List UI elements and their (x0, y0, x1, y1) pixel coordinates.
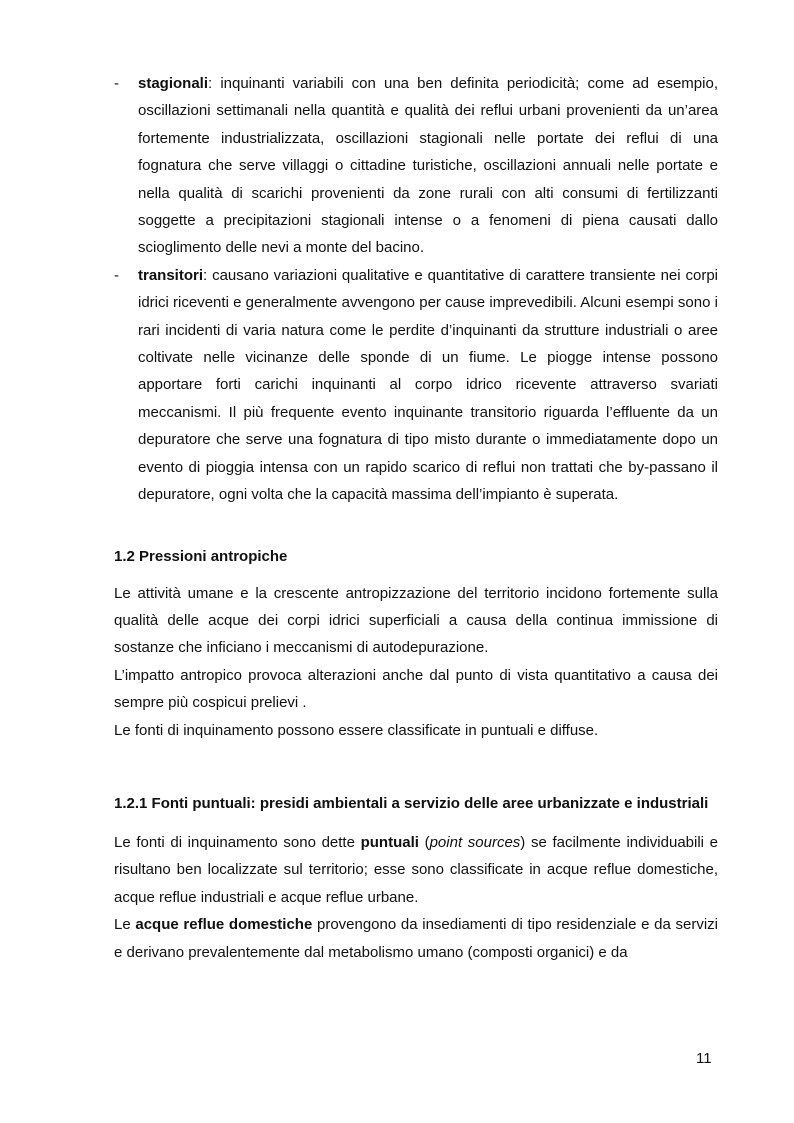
text-run: ( (418, 833, 430, 851)
text-run: Le (114, 916, 136, 934)
list-item-stagionali (114, 70, 718, 262)
list-item-text (138, 262, 718, 509)
text-run: provengono da insediamenti di tipo residenziale e da servizi e derivano prevalentemente dal metabolismo umano (composti organici) e da (114, 916, 718, 961)
document-page (114, 70, 718, 966)
term-stagionali: stagionali (138, 75, 209, 92)
paragraph-domestic-wastewater (114, 911, 718, 966)
paragraph-point-sources (114, 829, 718, 911)
definition-stagionali: : inquinanti variabili con una ben definita periodicità; come ad esempio, oscillazioni settimanali nella quantità e qualità dei reflui urbani provenienti da un’area fortemente industrializzata, oscillazioni stagionali nelle portate dei reflui di una fognatura che serve villaggi o cittadine turistiche, oscillazioni annuali nelle portate e nella qualità di scarichi provenienti da zone rurali con alti consumi di fertilizzanti soggette a precipitazioni stagionali intense o a fenomeni di piena causati dallo scioglimento delle nevi a monte del bacino. (138, 75, 718, 257)
definition-transitori: : causano variazioni qualitative e quantitative di carattere transiente nei corpi idrici riceventi e generalmente avvengono per cause imprevedibili. Alcuni esempi sono i rari incidenti di varia natura come le perdite d’inquinanti da strutture industriali o aree coltivate nelle vicinanze delle sponde di un fiume. Le piogge intense possono apportare forti carichi inquinanti al corpo idrico ricevente attraverso svariati meccanismi. Il più frequente evento inquinante transitorio riguarda l’effluente da un depuratore che serve una fognatura di tipo misto durante o immediatamente dopo un evento di pioggia intensa con un rapido scarico di reflui non trattati che by-passano il depuratore, ogni volta che la capacità massima dell’impianto è superata. (138, 266, 718, 504)
list-item-transitori (114, 262, 718, 509)
term-point-sources: point sources (429, 833, 521, 851)
list-item-text (138, 70, 718, 262)
section-heading-1-2: 1.2 Pressioni antropiche (114, 547, 288, 565)
text-run: Le fonti di inquinamento sono dette (114, 833, 361, 851)
paragraph: Le attività umane e la crescente antropizzazione del territorio incidono fortemente sulla qualità delle acque dei corpi idrici superficiali a causa della continua immissione di sostanze che inficiano i meccanismi di autodepurazione. (114, 584, 718, 657)
paragraph: L’impatto antropico provoca alterazioni anche dal punto di vista quantitativo a causa dei sempre più cospicui prelievi . (114, 666, 718, 712)
term-acque-reflue-domestiche: acque reflue domestiche (135, 916, 313, 934)
page-number: 11 (696, 1050, 712, 1067)
list-dash: - (114, 266, 119, 284)
section-heading-1-2-1: 1.2.1 Fonti puntuali: presidi ambientali a servizio delle aree urbanizzate e industriali (114, 794, 709, 812)
term-transitori: transitori (138, 266, 204, 284)
text-run: ) se facilmente individuabili e risultano ben localizzate sul territorio; esse sono classificate in acque reflue domestiche, acque reflue industriali e acque reflue urbane. (114, 833, 719, 906)
paragraph: Le fonti di inquinamento possono essere classificate in puntuali e diffuse. (114, 721, 599, 739)
list-dash: - (114, 75, 119, 92)
term-puntuali: puntuali (360, 833, 419, 851)
pollution-type-list (114, 70, 718, 509)
